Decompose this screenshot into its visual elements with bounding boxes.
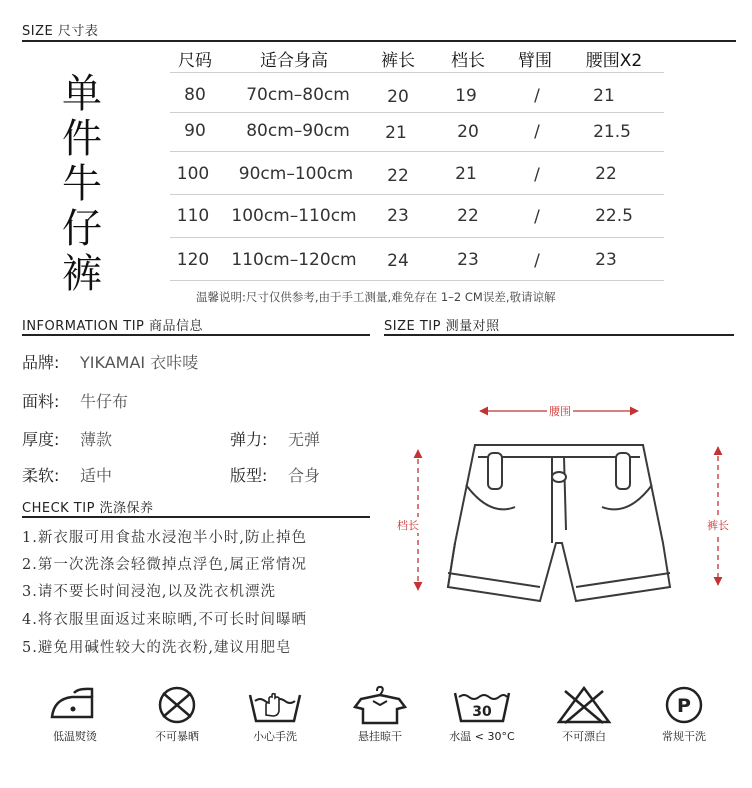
care-iron-low [30,685,120,744]
wash-30-icon [451,685,513,725]
cell-waist: 21.5 [593,122,631,142]
table-rule [170,112,664,113]
cell-length: 20 [387,87,409,107]
cell-arm: / [534,86,540,106]
shorts-diagram [380,395,740,635]
cell-height: 90cm–100cm [238,164,354,184]
hang-dry-icon [351,685,409,725]
cell-length: 23 [387,206,409,226]
table-rule [170,151,664,152]
measure-heading-rule [384,334,734,336]
cell-arm: / [534,207,540,227]
brand-value: YIKAMAI 衣咔唛 [80,353,199,372]
cell-waist: 22 [595,164,617,184]
care-tip: 3.请不要长时间浸泡,以及洗衣机漂洗 [22,584,276,600]
thickness-label: 厚度: [22,430,60,449]
care-label: 水温 < 30°C [449,730,515,743]
cell-height: 100cm–110cm [231,206,357,226]
title-char: 件 [62,116,102,162]
table-rule [170,237,664,238]
cell-waist: 21 [593,86,615,106]
length-label: 裤长 [707,519,729,532]
care-tip: 4.将衣服里面返过来晾晒,不可长时间曝晒 [22,612,307,628]
measure-heading: SIZE TIP 测量对照 [384,319,500,334]
col-header-height: 适合身高 [260,51,328,71]
cell-rise: 20 [457,122,479,142]
cell-rise: 21 [455,164,477,184]
care-tip: 2.第一次洗涤会轻微掉点浮色,属正常情况 [22,557,307,573]
cell-arm: / [534,251,540,271]
size-heading: SIZE 尺寸表 [22,24,99,39]
wash-temp-text: 30 [472,704,492,720]
softness-label: 柔软: [22,466,60,485]
col-header-rise: 档长 [451,51,485,71]
care-hang-dry [335,685,425,744]
table-rule [170,194,664,195]
care-label: 不可暴晒 [155,730,199,743]
info-heading-rule [22,334,370,336]
care-label: 低温熨烫 [53,730,97,743]
fabric-label: 面料: [22,392,60,411]
cell-waist: 22.5 [595,206,633,226]
check-heading: CHECK TIP 洗涤保养 [22,501,154,516]
care-label: 悬挂晾干 [358,730,402,743]
no-bleach-icon [555,685,613,725]
info-heading: INFORMATION TIP 商品信息 [22,319,204,334]
softness-value: 适中 [80,466,113,485]
care-tip: 5.避免用碱性较大的洗衣粉,建议用肥皂 [22,640,292,656]
cell-waist: 23 [595,250,617,270]
care-label: 常规干洗 [662,730,706,743]
cell-size: 100 [176,164,210,184]
table-rule [170,280,664,281]
fabric-value: 牛仔布 [80,392,129,411]
cell-size: 80 [184,85,206,105]
check-heading-rule [22,516,370,518]
cell-size: 90 [184,121,206,141]
cell-size: 110 [176,206,210,226]
cell-arm: / [534,165,540,185]
col-header-length: 裤长 [381,51,415,71]
col-header-arm: 臂围 [518,51,552,71]
cell-height: 70cm–80cm [246,85,350,105]
cell-rise: 23 [457,250,479,270]
rise-label: 档长 [397,519,419,532]
size-heading-rule [22,40,736,42]
elasticity-value: 无弹 [288,430,321,449]
cell-height: 80cm–90cm [246,121,350,141]
thickness-value: 薄款 [80,430,113,449]
size-note: 温馨说明:尺寸仅供参考,由于手工测量,难免存在 1–2 CM误差,敬请谅解 [196,290,556,304]
cell-size: 120 [176,250,210,270]
title-char: 牛 [62,161,102,207]
care-dry-clean [639,685,729,744]
elasticity-label: 弹力: [230,430,268,449]
cell-rise: 22 [457,206,479,226]
iron-low-icon [46,685,104,725]
care-tip: 1.新衣服可用食盐水浸泡半小时,防止掉色 [22,530,307,546]
care-label: 小心手洗 [253,730,297,743]
care-no-bleach [539,685,629,744]
cell-arm: / [534,122,540,142]
brand-label: 品牌: [22,353,60,372]
cell-length: 21 [385,123,407,143]
fit-label: 版型: [230,466,268,485]
waist-label: 腰围 [549,405,571,418]
care-label: 不可漂白 [562,730,606,743]
title-char: 单 [62,71,102,117]
fit-value: 合身 [288,466,321,485]
product-title-vertical [58,72,106,297]
cell-height: 110cm–120cm [231,250,357,270]
cell-length: 24 [387,251,409,271]
no-sun-icon [152,685,202,725]
col-header-waist: 腰围X2 [585,51,643,71]
care-wash-30 [437,685,527,744]
dry-clean-letter: P [677,695,691,717]
dry-clean-icon [659,685,709,725]
hand-wash-icon [246,685,304,725]
care-hand-wash [230,685,320,744]
cell-rise: 19 [455,86,477,106]
cell-length: 22 [387,166,409,186]
care-no-sun [132,685,222,744]
col-header-size: 尺码 [178,51,212,71]
title-char: 仔 [62,206,102,252]
title-char: 裤 [62,251,102,297]
table-rule [170,72,664,73]
